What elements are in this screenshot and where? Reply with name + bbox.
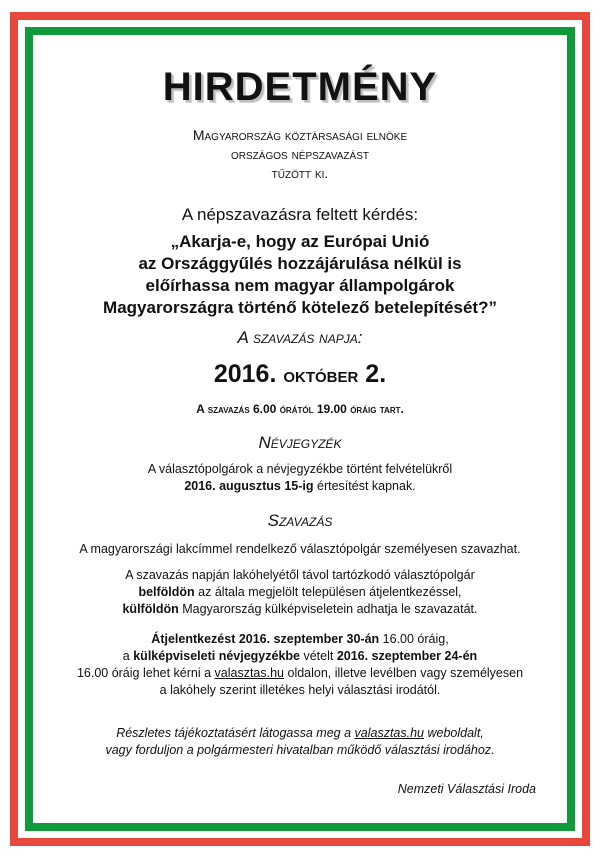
voting-paragraph-1: A magyarországi lakcímmel rendelkező választópolgár személyesen szavazhat. — [79, 542, 521, 556]
consular-deadline: 2016. szeptember 24-én — [336, 649, 478, 663]
voting-p2-line — [40, 584, 560, 601]
voting-day-label: A szavazás napja: — [237, 328, 363, 347]
intro-line: tűzött ki. — [271, 165, 329, 181]
domestic-label: belföldön — [138, 585, 195, 599]
hours-from: 6.00 — [253, 402, 277, 416]
info-text — [40, 725, 560, 759]
voting-heading: Szavazás — [267, 511, 333, 530]
voting-p3-line — [40, 665, 560, 682]
voting-p3-line — [40, 631, 560, 648]
voting-p3-line: a lakóhely szerint illetékes helyi választási irodától. — [159, 683, 441, 697]
consular-register: külképviseleti névjegyzékbe — [133, 649, 300, 663]
question-line: Magyarországra történő kötelező betelepítését?” — [103, 298, 497, 317]
abroad-label: külföldön — [122, 602, 179, 616]
question-intro: A népszavazásra feltett kérdés: — [181, 205, 419, 224]
voting-p3-text: vételt — [300, 649, 337, 663]
voting-p3-line — [40, 648, 560, 665]
voting-hours — [40, 401, 560, 417]
voting-p2-line — [40, 601, 560, 618]
page-title: HIRDETMÉNY — [162, 65, 438, 109]
date-month: október — [283, 362, 359, 387]
voting-p2-text: az általa megjelölt településen átjelentkezéssel, — [194, 585, 462, 599]
voting-paragraph-3 — [40, 631, 560, 699]
info-line — [40, 725, 560, 742]
question-line: az Országgyűlés hozzájárulása nélkül is — [138, 254, 462, 273]
voting-paragraph-2 — [40, 567, 560, 618]
hours-prefix: A szavazás — [196, 402, 250, 416]
hours-suffix: óráig tart. — [350, 402, 404, 416]
info-link[interactable]: valasztas.hu — [354, 726, 425, 740]
referendum-question — [40, 231, 560, 319]
hours-mid: órától — [279, 402, 314, 416]
date-year: 2016. — [213, 360, 277, 388]
register-deadline: 2016. augusztus 15-ig — [184, 479, 314, 493]
voting-p2-line: A szavazás napján lakóhelyétől távol tartózkodó választópolgár — [125, 568, 475, 582]
register-text — [40, 461, 560, 495]
date-day: 2. — [365, 360, 387, 388]
register-line — [40, 478, 560, 495]
register-line-rest: értesítést kapnak. — [313, 479, 416, 493]
intro-line: országos népszavazást — [231, 146, 369, 162]
voting-p3-text: oldalon, illetve levélben vagy személyesen — [284, 666, 524, 680]
voting-date — [40, 360, 560, 389]
transfer-deadline: Átjelentkezést 2016. szeptember 30-án — [151, 632, 380, 646]
question-line: „Akarja-e, hogy az Európai Unió — [170, 232, 430, 251]
intro-text — [40, 126, 560, 183]
intro-line: Magyarország köztársasági elnöke — [192, 127, 408, 143]
voting-p2-text: Magyarország külképviseletein adhatja le szavazatát. — [178, 602, 478, 616]
voting-p3-text: a — [122, 649, 134, 663]
info-text-part: weboldalt, — [424, 726, 484, 740]
voting-p3-text: 16.00 óráig, — [379, 632, 449, 646]
notice-content — [40, 40, 560, 820]
valasztas-link[interactable]: valasztas.hu — [214, 666, 285, 680]
signature: Nemzeti Választási Iroda — [397, 782, 536, 796]
register-line: A választópolgárok a névjegyzékbe történt felvételükről — [147, 462, 453, 476]
info-text-part: Részletes tájékoztatásért látogassa meg a — [116, 726, 355, 740]
question-line: előírhassa nem magyar állampolgárok — [145, 276, 455, 295]
register-heading: Névjegyzék — [258, 433, 342, 452]
hours-to: 19.00 — [316, 402, 347, 416]
voting-p3-text: 16.00 óráig lehet kérni a — [76, 666, 215, 680]
info-line: vagy forduljon a polgármesteri hivatalban működő választási irodához. — [105, 743, 495, 757]
